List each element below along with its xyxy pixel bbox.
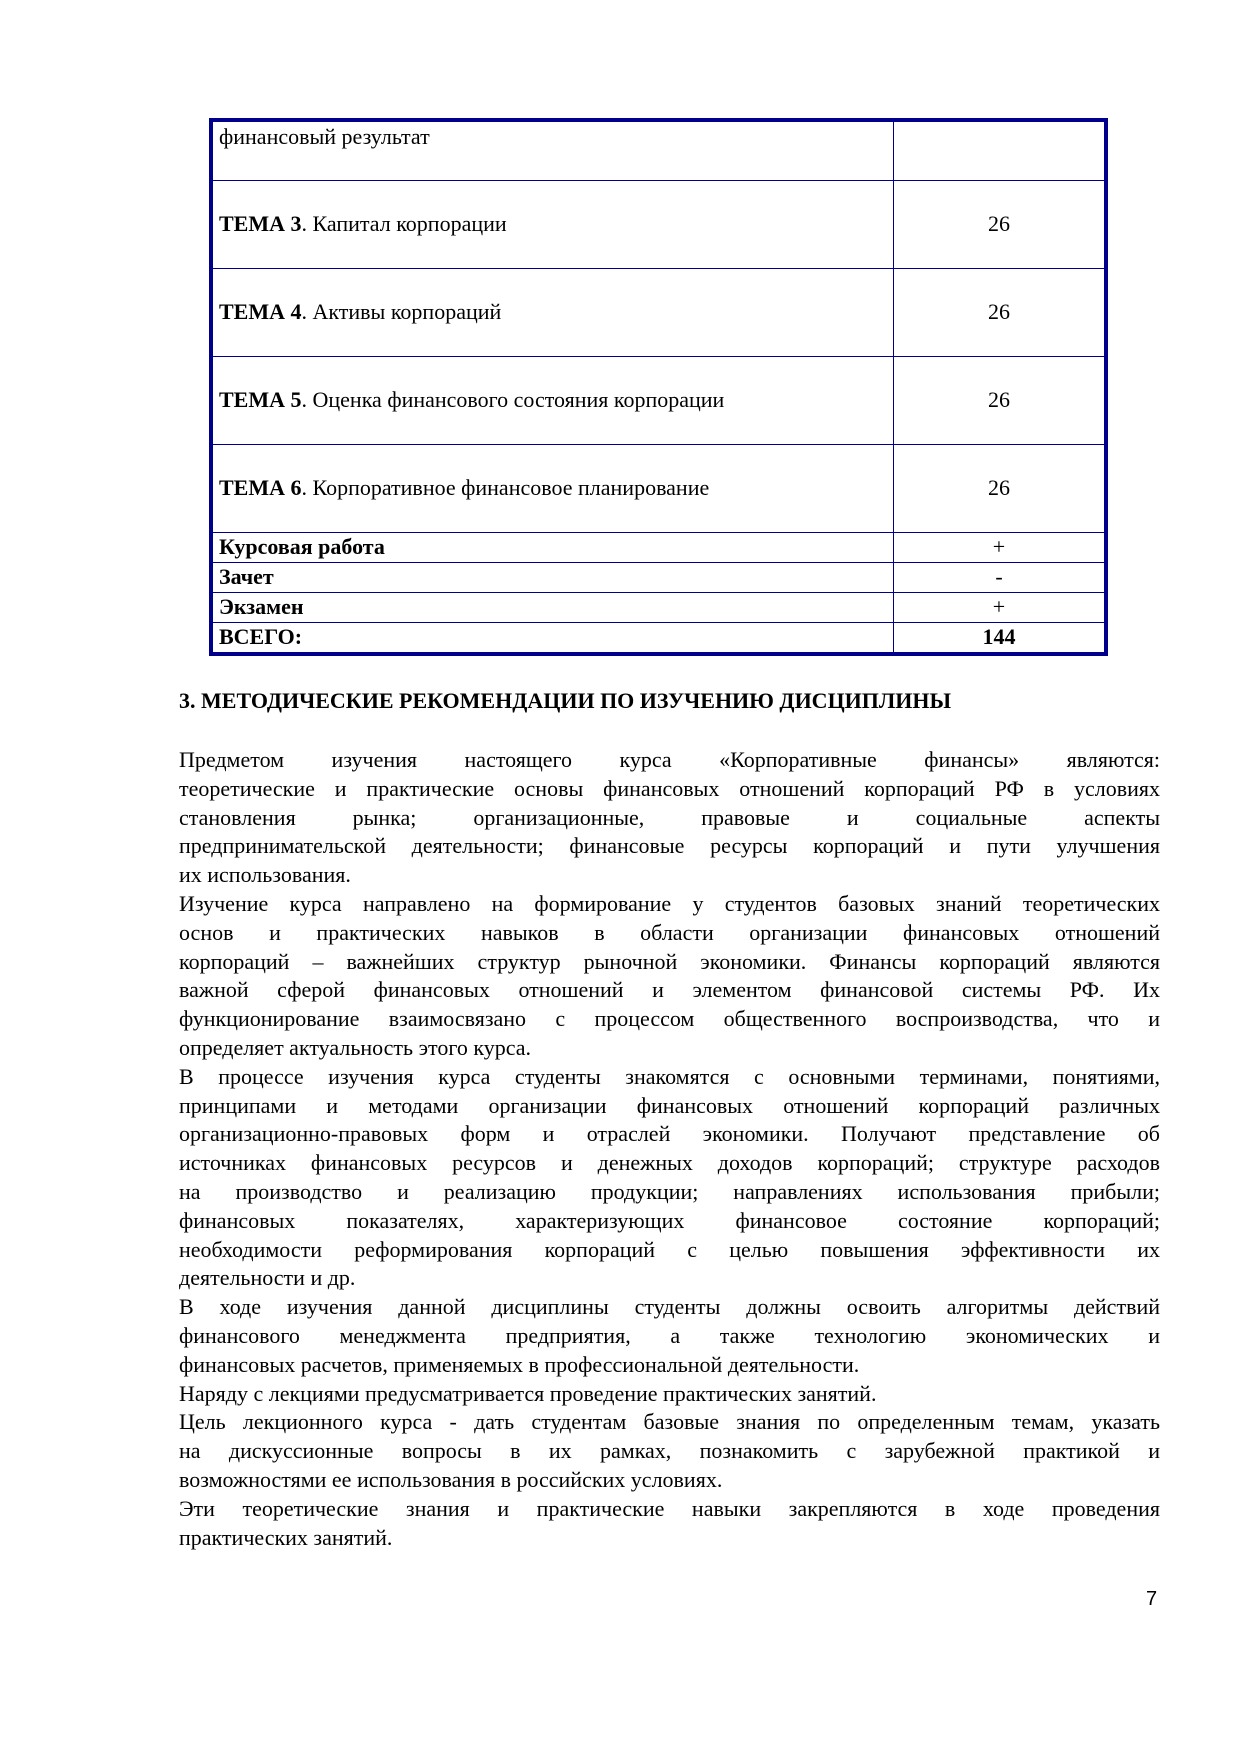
paragraph (179, 1380, 1160, 1409)
paragraph (179, 1495, 1160, 1553)
text-line: на дискуссионные вопросы в их рамках, познакомить с зарубежной практикой и (179, 1438, 1160, 1464)
topic-title: . Оценка финансового состояния корпорации (301, 387, 725, 412)
table-row (211, 180, 1106, 268)
text-line: необходимости реформирования корпораций с целью повышения эффективности их (179, 1236, 1160, 1262)
text-line: практических занятий. (179, 1524, 393, 1550)
text-line: финансового менеджмента предприятия, а также технологию экономических и (179, 1322, 1160, 1348)
topic-title: . Активы корпораций (301, 299, 502, 324)
row-value: 26 (894, 268, 1107, 356)
row-value: + (894, 592, 1107, 622)
text-line: организационно-правовых форм и отраслей экономики. Получают представление об (179, 1121, 1160, 1147)
section-heading: 3. МЕТОДИЧЕСКИЕ РЕКОМЕНДАЦИИ ПО ИЗУЧЕНИЮ ДИСЦИПЛИНЫ (179, 688, 952, 713)
text-line: финансовых показателях, характеризующих финансовое состояние корпораций; (179, 1207, 1160, 1233)
summary-row (211, 592, 1106, 622)
text-line: функционирование взаимосвязано с процессом общественного воспроизводства, что и (179, 1006, 1160, 1032)
topic-number: ТЕМА 3 (219, 211, 302, 236)
row-label (211, 180, 894, 268)
row-value: 26 (894, 180, 1107, 268)
text-line: Цель лекционного курса - дать студентам базовые знания по определенным темам, указать (179, 1409, 1160, 1435)
text-line: Изучение курса направлено на формирование у студентов базовых знаний теоретических (179, 890, 1160, 916)
row-value: 26 (894, 356, 1107, 444)
text-line: теоретические и практические основы финансовых отношений корпораций РФ в условиях (179, 775, 1160, 801)
row-value: 26 (894, 444, 1107, 532)
section-body (179, 746, 1160, 1552)
row-value: 144 (894, 622, 1107, 654)
table-row (211, 444, 1106, 532)
page-number: 7 (1146, 1588, 1158, 1610)
row-value: + (894, 532, 1107, 562)
paragraph (179, 890, 1160, 1063)
text-line: важной сферой финансовых отношений и элементом финансовой системы РФ. Их (179, 977, 1160, 1003)
text-line: деятельности и др. (179, 1265, 356, 1291)
text-line: Предметом изучения настоящего курса «Корпоративные финансы» являются: (179, 747, 1160, 772)
row-label (211, 444, 894, 532)
text-line: корпораций – важнейших структур рыночной экономики. Финансы корпораций являются (179, 948, 1160, 974)
topic-title: финансовый результат (219, 124, 430, 149)
row-value: - (894, 562, 1107, 592)
text-line: В процессе изучения курса студенты знакомятся с основными терминами, понятиями, (179, 1063, 1160, 1089)
summary-row (211, 562, 1106, 592)
summary-label: ВСЕГО: (219, 624, 303, 650)
text-line: их использования. (179, 862, 351, 888)
row-label (211, 532, 894, 562)
topic-title: . Корпоративное финансовое планирование (301, 475, 710, 500)
row-label (211, 592, 894, 622)
table-row (211, 356, 1106, 444)
topic-number: ТЕМА 4 (219, 299, 302, 324)
text-line: В ходе изучения данной дисциплины студенты должны освоить алгоритмы действий (179, 1294, 1160, 1320)
topic-number: ТЕМА 5 (219, 387, 302, 412)
text-line: источниках финансовых ресурсов и денежных доходов корпораций; структуре расходов (179, 1150, 1160, 1176)
paragraph (179, 1063, 1160, 1293)
text-line: становления рынка; организационные, правовые и социальные аспекты (179, 804, 1160, 830)
row-label (211, 622, 894, 654)
text-line: на производство и реализацию продукции; направлениях использования прибыли; (179, 1178, 1160, 1204)
row-label (211, 356, 894, 444)
summary-row (211, 622, 1106, 654)
text-line: принципами и методами организации финансовых отношений корпораций различных (179, 1092, 1160, 1118)
text-line: Эти теоретические знания и практические навыки закрепляются в ходе проведения (179, 1495, 1160, 1521)
text-line: Наряду с лекциями предусматривается проведение практических занятий. (179, 1380, 877, 1406)
row-label (211, 562, 894, 592)
paragraph (179, 746, 1160, 890)
summary-label: Курсовая работа (219, 534, 385, 559)
row-label (211, 268, 894, 356)
table-row (211, 268, 1106, 356)
row-label (211, 120, 894, 180)
row-value (894, 120, 1107, 180)
summary-row (211, 532, 1106, 562)
text-line: основ и практических навыков в области организации финансовых отношений (179, 919, 1160, 945)
text-line: определяет актуальность этого курса. (179, 1034, 531, 1060)
summary-label: Зачет (219, 564, 274, 589)
topic-number: ТЕМА 6 (219, 475, 302, 500)
text-line: финансовых расчетов, применяемых в профессиональной деятельности. (179, 1351, 860, 1377)
paragraph (179, 1293, 1160, 1379)
hours-table (209, 118, 1108, 656)
text-line: предпринимательской деятельности; финансовые ресурсы корпораций и пути улучшения (179, 833, 1160, 859)
paragraph (179, 1408, 1160, 1494)
text-line: возможностями ее использования в российских условиях. (179, 1466, 723, 1492)
topic-title: . Капитал корпорации (301, 211, 507, 236)
table-row (211, 120, 1106, 180)
summary-label: Экзамен (219, 594, 304, 619)
